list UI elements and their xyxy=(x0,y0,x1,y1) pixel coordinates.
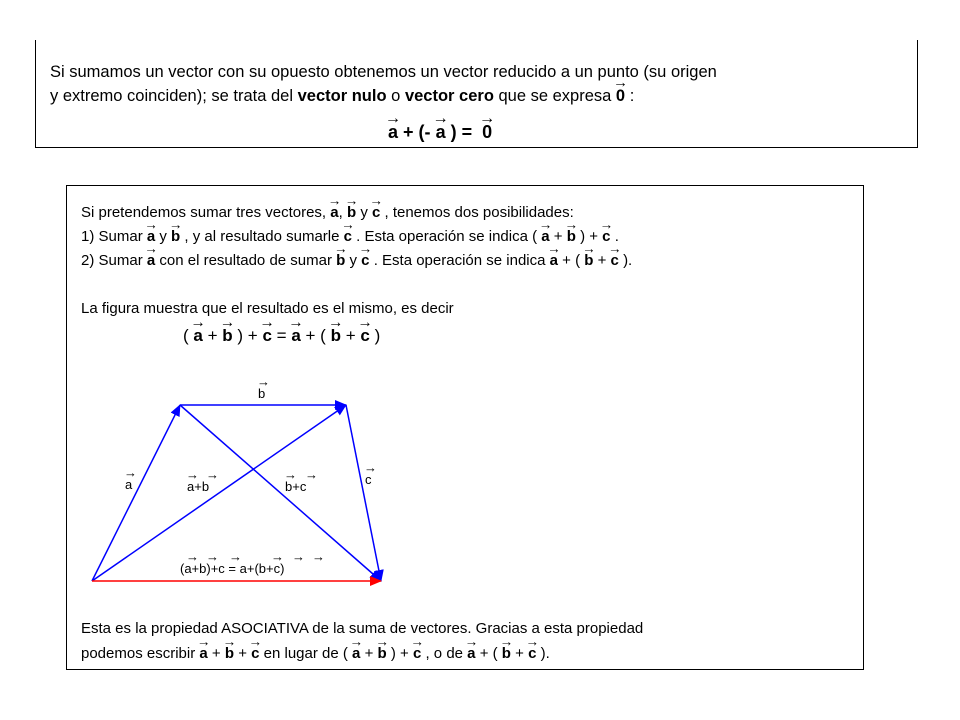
svg-text:→: → xyxy=(271,549,284,564)
option-1-line: 1) Sumar → a y → b , y al resultado sumarle → c . Esta operación se indica ( → a + → b ) + → c . xyxy=(81,228,619,245)
intro-line: Si pretendemos sumar tres vectores, → a, → b y → c , tenemos dos posibilidades: xyxy=(81,204,574,221)
svg-text:→: → xyxy=(284,467,297,482)
svg-text:→: → xyxy=(186,467,199,482)
label-a-plus-b: a+b xyxy=(187,479,210,494)
label-result: (a+b)+c = a+(b+c) xyxy=(180,561,285,576)
term-vector-nulo: vector nulo xyxy=(297,87,387,105)
associative-equation: ( → a + → b ) + → c = → a + ( → b + → c ) xyxy=(183,326,380,346)
label-c: c xyxy=(365,472,372,487)
svg-text:→: → xyxy=(257,374,270,389)
vector-diagram xyxy=(67,186,863,669)
label-a: a xyxy=(125,477,133,492)
vector-a-plus-b-arrow xyxy=(92,405,346,581)
svg-text:→: → xyxy=(229,549,242,564)
term-vector-cero: vector cero xyxy=(404,87,494,105)
vec-c: → c xyxy=(372,204,380,221)
svg-text:→: → xyxy=(312,549,325,564)
associative-conclusion-line2: podemos escribir → a + → b + → c en lugar de ( → a + → b ) + → c , o de → a + ( → b + → c ). xyxy=(81,645,550,662)
vector-zero-symbol: → 0 xyxy=(616,87,625,106)
associative-conclusion-line1: Esta es la propiedad ASOCIATIVA de la suma de vectores. Gracias a esta propiedad xyxy=(81,620,644,637)
vec-a: → a xyxy=(436,122,446,143)
null-vector-text-line1: Si sumamos un vector con su opuesto obtenemos un vector reducido a un punto (su origen xyxy=(50,63,717,81)
svg-text:→: → xyxy=(206,467,219,482)
svg-text:→: → xyxy=(364,460,377,475)
svg-text:→: → xyxy=(305,467,318,482)
vec-b: → b xyxy=(347,204,356,221)
null-vector-equation: → a + (- → a ) = → 0 xyxy=(388,122,492,143)
svg-text:→: → xyxy=(124,465,137,480)
label-b: b xyxy=(258,386,266,401)
associative-property-box xyxy=(66,185,864,670)
null-vector-text-line2: y extremo coinciden); se trata del vector nulo o vector cero que se expresa → 0 : xyxy=(50,87,634,106)
vec-a: → a xyxy=(388,122,398,143)
svg-text:→: → xyxy=(206,549,219,564)
svg-text:→: → xyxy=(186,549,199,564)
vec-zero: → 0 xyxy=(482,122,492,143)
svg-text:→: → xyxy=(292,549,305,564)
null-vector-box xyxy=(35,40,918,148)
label-b-plus-c: b+c xyxy=(285,479,307,494)
vector-a-arrow xyxy=(92,405,180,581)
figure-intro-line: La figura muestra que el resultado es el mismo, es decir xyxy=(81,300,454,317)
vec-a: → a xyxy=(330,204,338,221)
option-2-line: 2) Sumar → a con el resultado de sumar → b y → c . Esta operación se indica → a + ( → b + → c ). xyxy=(81,252,632,269)
